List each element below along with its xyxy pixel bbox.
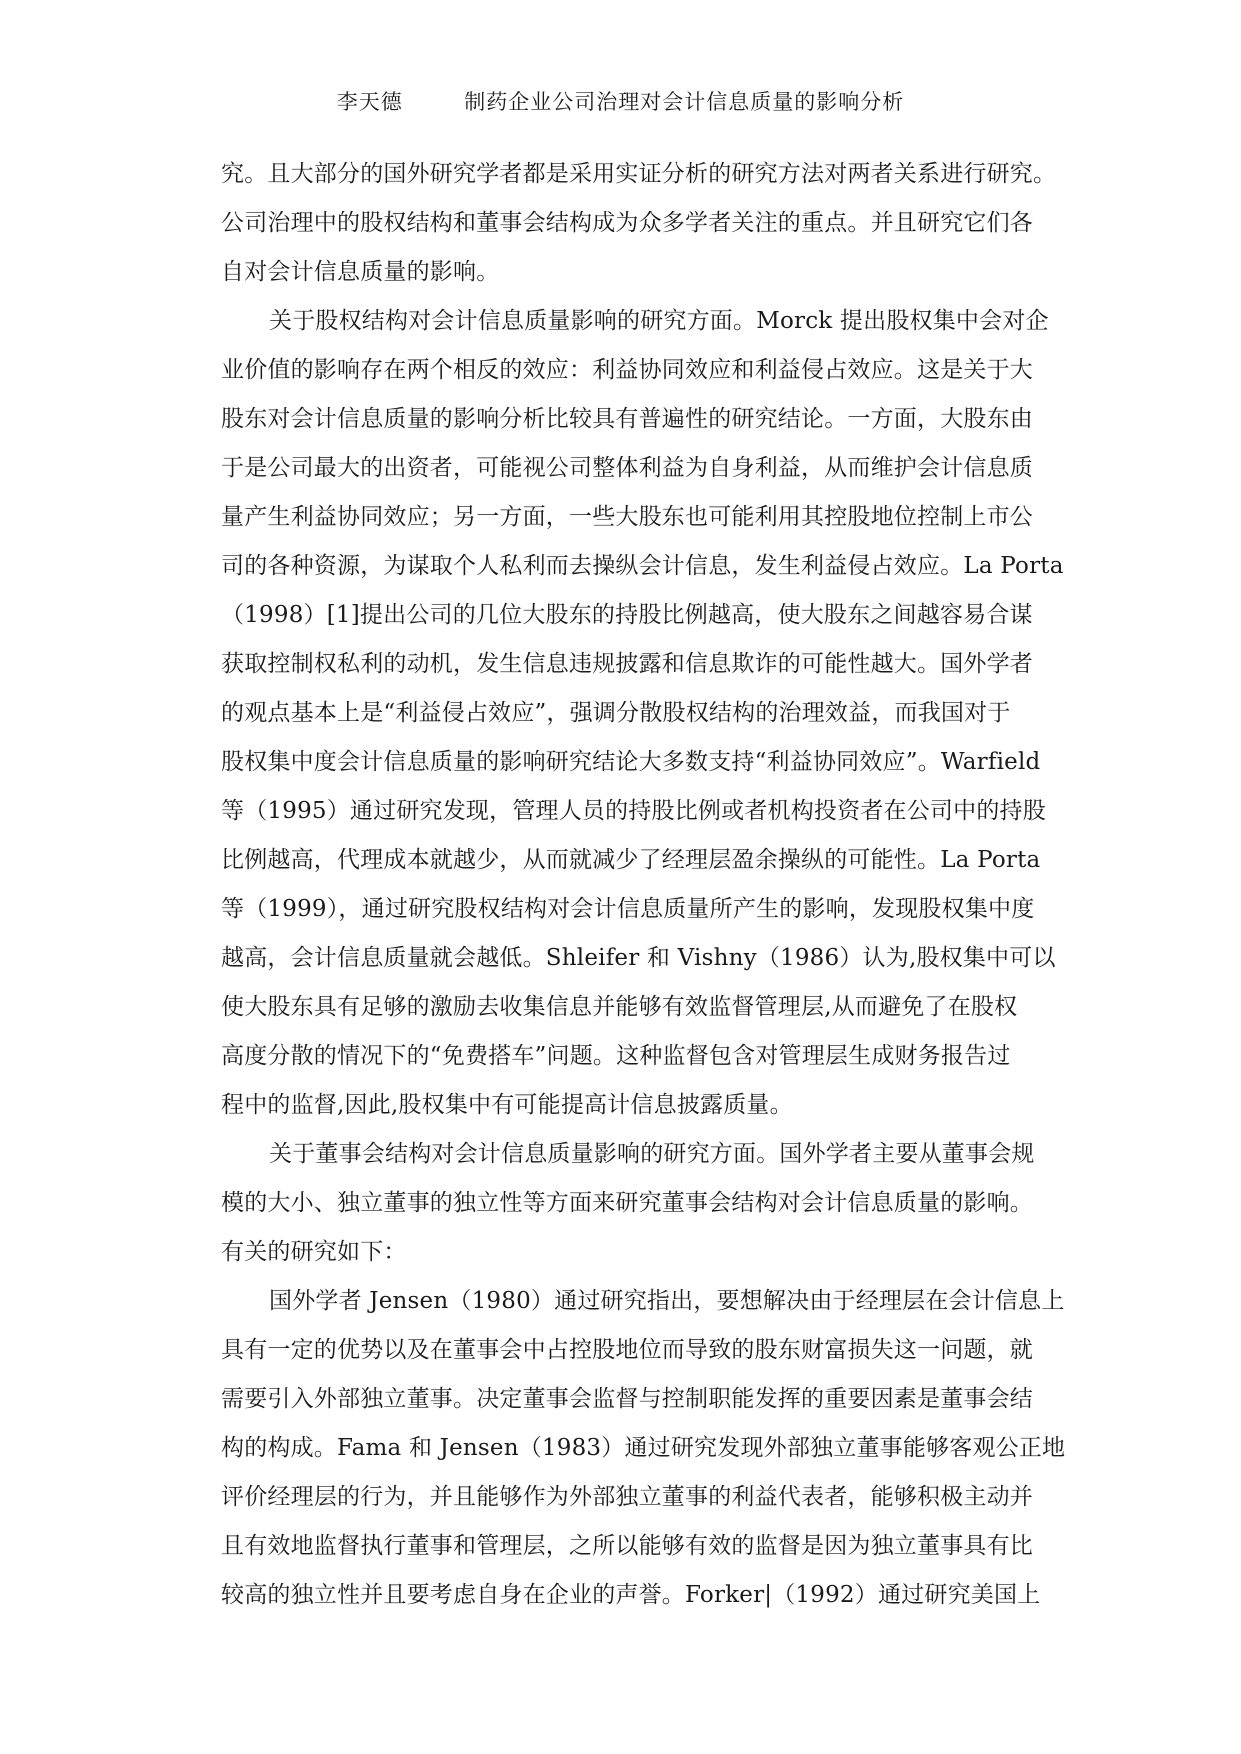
text-line: 股东对会计信息质量的影响分析比较具有普遍性的研究结论。一方面，大股东由 — [221, 406, 1033, 432]
header-author: 李天德 — [336, 90, 403, 114]
running-header — [0, 86, 1241, 116]
text-line: 且有效地监督执行董事和管理层，之所以能够有效的监督是因为独立董事具有比 — [221, 1533, 1033, 1559]
text-line: 有关的研究如下： — [221, 1239, 407, 1265]
text-line: 构的构成。Fama 和 Jensen（1983）通过研究发现外部独立董事能够客观公正地 — [221, 1435, 1066, 1461]
text-line: 自对会计信息质量的影响。 — [221, 259, 500, 285]
text-line: 模的大小、独立董事的独立性等方面来研究董事会结构对会计信息质量的影响。 — [221, 1190, 1033, 1216]
header-title: 制药企业公司治理对会计信息质量的影响分析 — [464, 90, 905, 114]
text-line: 股权集中度会计信息质量的影响研究结论大多数支持“利益协同效应”。Warfield — [221, 749, 1041, 775]
text-line: （1998）[1]提出公司的几位大股东的持股比例越高，使大股东之间越容易合谋 — [221, 602, 1033, 628]
text-line: 比例越高，代理成本就越少，从而就减少了经理层盈余操纵的可能性。La Porta — [221, 847, 1041, 873]
text-line: 等（1995）通过研究发现，管理人员的持股比例或者机构投资者在公司中的持股 — [221, 798, 1046, 824]
text-line: 关于董事会结构对会计信息质量影响的研究方面。国外学者主要从董事会规 — [269, 1141, 1035, 1167]
text-line: 程中的监督,因此,股权集中有可能提高计信息披露质量。 — [221, 1092, 793, 1118]
text-line: 究。且大部分的国外研究学者都是采用实证分析的研究方法对两者关系进行研究。 — [221, 161, 1057, 187]
text-line: 司的各种资源，为谋取个人私利而去操纵会计信息，发生利益侵占效应。La Porta — [221, 553, 1064, 579]
body-text — [221, 150, 1121, 1620]
text-line: 于是公司最大的出资者，可能视公司整体利益为自身利益，从而维护会计信息质 — [221, 455, 1033, 481]
text-line: 量产生利益协同效应；另一方面，一些大股东也可能利用其控股地位控制上市公 — [221, 504, 1033, 530]
text-line: 业价值的影响存在两个相反的效应：利益协同效应和利益侵占效应。这是关于大 — [221, 357, 1033, 383]
text-line: 使大股东具有足够的激励去收集信息并能够有效监督管理层,从而避免了在股权 — [221, 994, 1018, 1020]
text-line: 等（1999），通过研究股权结构对会计信息质量所产生的影响，发现股权集中度 — [221, 896, 1035, 922]
text-line: 评价经理层的行为，并且能够作为外部独立董事的利益代表者，能够积极主动并 — [221, 1484, 1033, 1510]
text-line: 公司治理中的股权结构和董事会结构成为众多学者关注的重点。并且研究它们各 — [221, 210, 1033, 236]
text-line: 关于股权结构对会计信息质量影响的研究方面。Morck 提出股权集中会对企 — [269, 308, 1049, 334]
text-line: 需要引入外部独立董事。决定董事会监督与控制职能发挥的重要因素是董事会结 — [221, 1386, 1033, 1412]
text-line: 高度分散的情况下的“免费搭车”问题。这种监督包含对管理层生成财务报告过 — [221, 1043, 1011, 1069]
text-line: 国外学者 Jensen（1980）通过研究指出，要想解决由于经理层在会计信息上 — [269, 1288, 1065, 1314]
text-line: 越高，会计信息质量就会越低。Shleifer 和 Vishny（1986）认为,股权集中可以 — [221, 945, 1056, 971]
text-line: 的观点基本上是“利益侵占效应”，强调分散股权结构的治理效益，而我国对于 — [221, 700, 1011, 726]
text-line: 获取控制权私利的动机，发生信息违规披露和信息欺诈的可能性越大。国外学者 — [221, 651, 1033, 677]
text-line: 具有一定的优势以及在董事会中占控股地位而导致的股东财富损失这一问题，就 — [221, 1337, 1033, 1363]
text-line: 较高的独立性并且要考虑自身在企业的声誉。Forker|（1992）通过研究美国上 — [221, 1582, 1041, 1608]
